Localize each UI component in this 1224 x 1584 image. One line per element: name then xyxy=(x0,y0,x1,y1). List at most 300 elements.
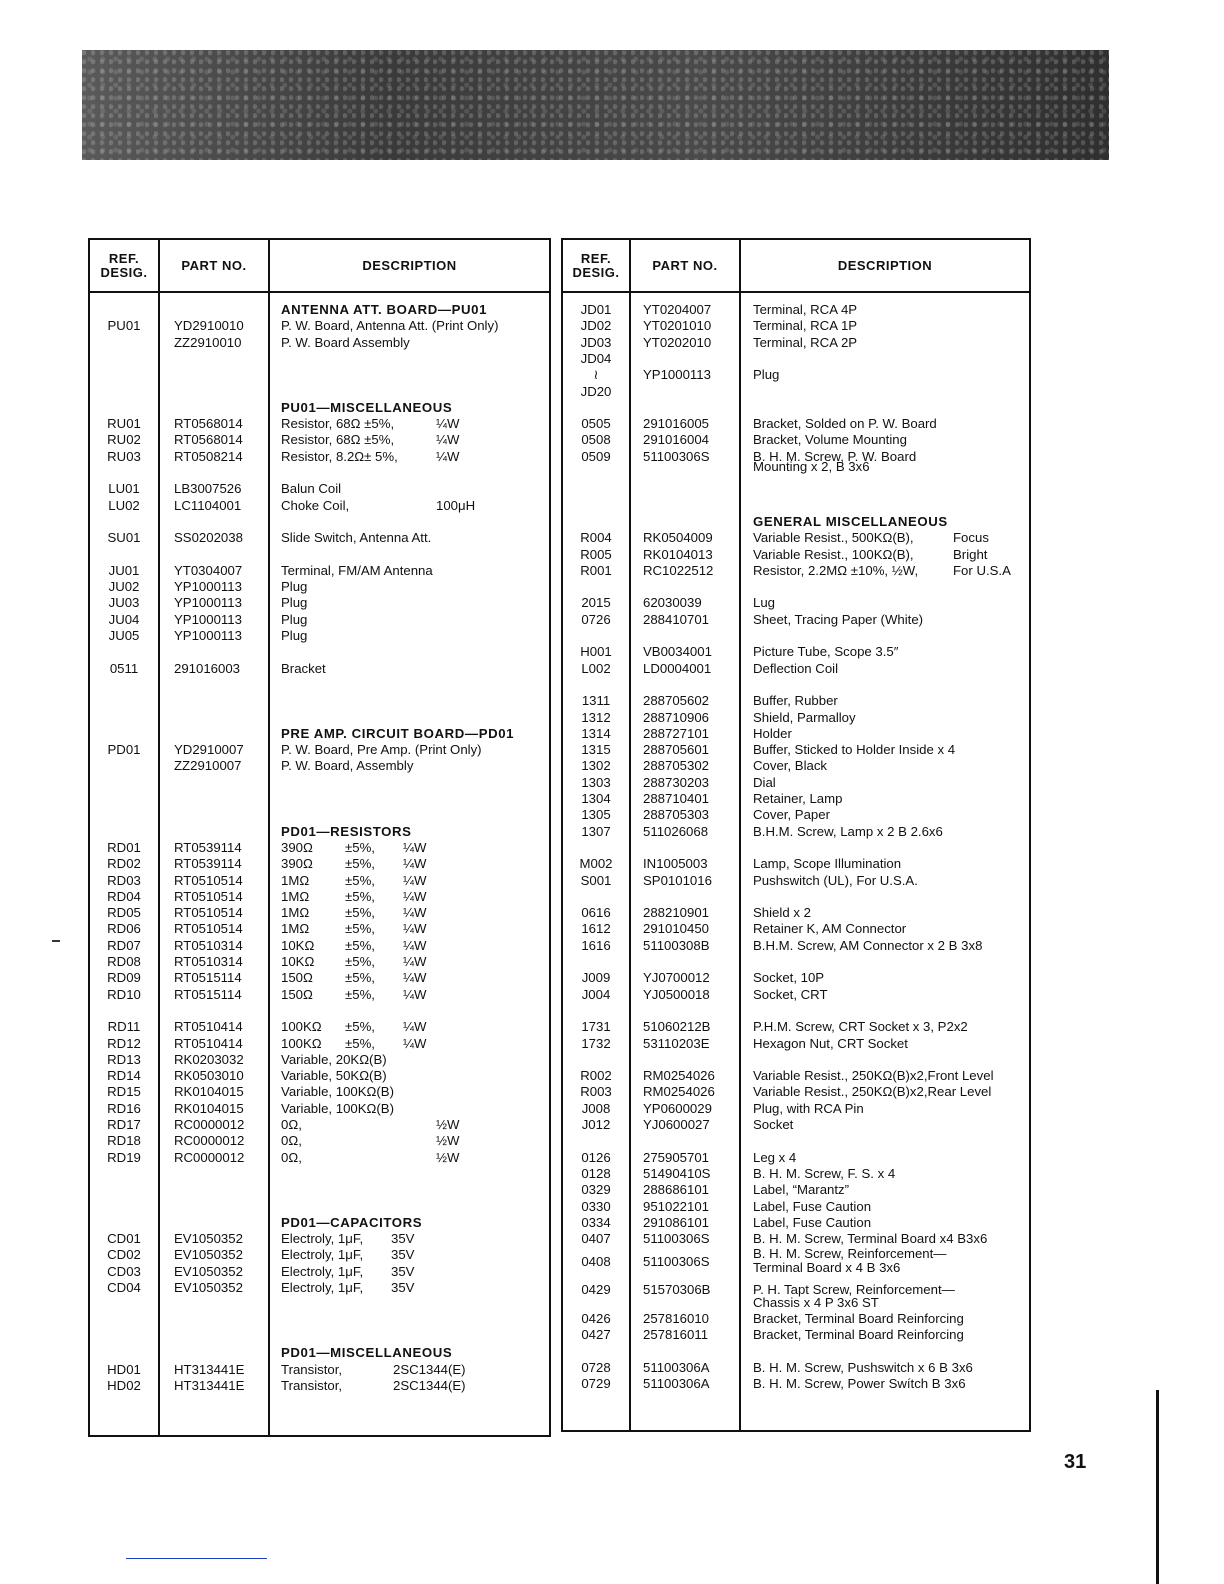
ref-desig: 1616 xyxy=(581,937,611,953)
rating: ¼W xyxy=(403,856,427,872)
ref-desig: 0616 xyxy=(581,905,611,921)
description: Slide Switch, Antenna Att. xyxy=(281,530,432,546)
section-title: GENERAL MISCELLANEOUS xyxy=(753,513,948,529)
ref-desig: J008 xyxy=(581,1100,611,1116)
description: Sheet, Tracing Paper (White) xyxy=(753,611,924,627)
ref-desig: RD13 xyxy=(107,1051,141,1067)
section-title: PRE AMP. CIRCUIT BOARD—PD01 xyxy=(281,725,515,741)
part-number: 288730203 xyxy=(643,774,710,790)
ref-desig: RD08 xyxy=(107,954,141,969)
table-row xyxy=(563,873,1029,889)
footer-line xyxy=(126,1558,267,1559)
parts-table-left xyxy=(88,238,551,1437)
ref-desig: PD01 xyxy=(107,742,141,758)
rating: ¼W xyxy=(403,970,427,986)
part-number: RT0510514 xyxy=(174,872,243,888)
table-row xyxy=(90,498,549,514)
tolerance: ±5%, xyxy=(345,839,375,855)
ref-desig: 1731 xyxy=(581,1019,611,1035)
description: Shield, Parmalloy xyxy=(753,709,856,725)
description: Transistor, xyxy=(281,1377,343,1393)
ref-desig: R003 xyxy=(580,1084,612,1100)
part-number: 511026068 xyxy=(643,823,709,839)
part-number: EV1050352 xyxy=(174,1247,243,1263)
ref-desig: CD02 xyxy=(107,1247,141,1263)
description: 1MΩ xyxy=(281,921,310,937)
part-number: RK0104015 xyxy=(174,1100,244,1116)
table-row xyxy=(563,644,1029,660)
ref-desig: RD07 xyxy=(107,937,141,953)
part-no-header: PART NO. xyxy=(181,257,247,273)
description: Bracket xyxy=(281,660,326,676)
ref-desig: 1302 xyxy=(581,758,611,774)
description: Balun Coil xyxy=(281,481,342,497)
part-number: 62030039 xyxy=(643,595,702,611)
section-heading-row xyxy=(90,1345,549,1361)
header-banner-image xyxy=(82,50,1109,160)
part-number: 257816011 xyxy=(643,1327,709,1343)
table-row xyxy=(563,1036,1029,1052)
table-row xyxy=(90,432,549,448)
table-row xyxy=(90,758,549,774)
part-number: YJ0700012 xyxy=(643,970,710,986)
ref-desig: 1304 xyxy=(581,791,611,806)
tolerance: ±5%, xyxy=(345,905,375,921)
ref-desig: CD04 xyxy=(107,1280,141,1295)
description: B. H. M. Screw, Terminal Board x4 B3x6 xyxy=(753,1231,988,1247)
table-row xyxy=(563,970,1029,986)
part-number: 951022101 xyxy=(643,1198,710,1214)
description: B. H. M. Screw, Power Swítch B 3x6 xyxy=(753,1376,966,1392)
description: Label, Fuse Caution xyxy=(753,1198,872,1214)
transistor-type: 2SC1344(E) xyxy=(393,1361,466,1377)
section-heading-row xyxy=(90,302,549,318)
rating: ¼W xyxy=(403,839,427,855)
ref-desig: R005 xyxy=(580,546,612,562)
ref-desig: JD04 xyxy=(580,350,612,366)
margin-mark xyxy=(52,940,60,942)
part-number: 51060212B xyxy=(643,1019,711,1035)
ref-desig: SU01 xyxy=(107,530,141,546)
ref-desig: 0511 xyxy=(109,660,139,676)
description: B.H.M. Screw, Lamp x 2 B 2.6x6 xyxy=(753,823,943,839)
table-row xyxy=(90,1280,549,1296)
description: Electroly, 1μF, xyxy=(281,1263,364,1279)
table-row xyxy=(563,1019,1029,1035)
description: Mounting x 2, B 3x6 xyxy=(753,459,870,475)
part-number: 288705302 xyxy=(643,758,710,774)
table-row xyxy=(563,351,1029,367)
table-header xyxy=(563,240,1029,293)
table-row xyxy=(90,987,549,1003)
section-title: PD01—MISCELLANEOUS xyxy=(281,1345,453,1361)
table-row xyxy=(563,1360,1029,1376)
description-header: DESCRIPTION xyxy=(837,257,933,273)
table-row xyxy=(90,1247,549,1263)
voltage: 35V xyxy=(391,1263,415,1279)
ref-desig: 0729 xyxy=(581,1376,611,1392)
part-number: RT0508214 xyxy=(174,448,243,464)
table-row xyxy=(563,367,1029,383)
part-number: YD2910010 xyxy=(174,318,244,334)
description: Resistor, 68Ω ±5%, xyxy=(281,416,395,432)
transistor-type: 2SC1344(E) xyxy=(393,1377,466,1393)
part-number: RT0510514 xyxy=(174,888,243,904)
description: Resistor, 8.2Ω± 5%, xyxy=(281,448,398,464)
part-number: RK0104015 xyxy=(174,1084,244,1100)
part-number: YP1000113 xyxy=(643,367,711,383)
ref-desig: RD03 xyxy=(107,872,141,888)
table-row xyxy=(90,873,549,889)
page-number: 31 xyxy=(1064,1451,1087,1473)
description: Bracket, Volume Mounting xyxy=(753,432,907,448)
table-row xyxy=(90,1362,549,1378)
description: Retainer, Lamp xyxy=(753,791,843,806)
table-row xyxy=(90,970,549,986)
part-number: 257816010 xyxy=(643,1310,710,1326)
ref-desig: R001 xyxy=(580,562,612,578)
ref-desig: ≀ xyxy=(593,367,599,383)
ref-desig: RD17 xyxy=(107,1117,141,1132)
ref-desig: 0505 xyxy=(581,416,611,432)
ref-desig: RD18 xyxy=(107,1133,141,1149)
part-number: YT0202010 xyxy=(643,334,712,350)
table-row xyxy=(90,1231,549,1247)
description: 150Ω xyxy=(281,970,313,986)
part-number: YP1000113 xyxy=(174,611,242,627)
part-no-header: PART NO. xyxy=(652,257,718,273)
rating: ¼W xyxy=(403,905,427,921)
table-row xyxy=(563,1166,1029,1182)
ref-desig: 1312 xyxy=(581,709,611,725)
ref-desig-header: REF. DESIG. xyxy=(572,250,620,280)
part-number: RT0539114 xyxy=(174,856,242,872)
table-row xyxy=(90,1117,549,1133)
description: 1MΩ xyxy=(281,872,310,888)
table-row xyxy=(563,530,1029,546)
table-row xyxy=(90,938,549,954)
table-row xyxy=(563,612,1029,628)
description: Socket, 10P xyxy=(753,970,825,986)
table-row xyxy=(563,1311,1029,1327)
tolerance: ±5%, xyxy=(345,872,375,888)
ref-desig: 1311 xyxy=(581,693,611,709)
description: Variable, 20KΩ(B) xyxy=(281,1051,387,1067)
part-number: RT0510314 xyxy=(174,954,243,969)
tolerance: ±5%, xyxy=(345,1035,375,1051)
ref-desig: 0509 xyxy=(581,448,611,464)
part-number: RC1022512 xyxy=(643,562,714,578)
description: B. H. M. Screw, F. S. x 4 xyxy=(753,1165,896,1181)
description: 150Ω xyxy=(281,986,313,1002)
table-row xyxy=(563,1117,1029,1133)
rating: 100μH xyxy=(436,497,476,513)
tolerance: ±5%, xyxy=(345,1019,375,1035)
rating: ½W xyxy=(436,1117,460,1132)
part-number: 275905701 xyxy=(643,1149,710,1165)
part-number: RK0504009 xyxy=(643,530,713,546)
description: P. W. Board, Assembly xyxy=(281,758,414,774)
part-number: YP1000113 xyxy=(174,628,242,643)
description: P.H.M. Screw, CRT Socket x 3, P2x2 xyxy=(753,1019,968,1035)
part-number: 288410701 xyxy=(643,611,710,627)
description: 10KΩ xyxy=(281,954,315,969)
table-row xyxy=(90,449,549,465)
description: Plug xyxy=(281,579,308,595)
description: P. H. Tapt Screw, Reinforcement— xyxy=(753,1281,955,1297)
part-number: 288727101 xyxy=(643,725,710,741)
table-row xyxy=(563,921,1029,937)
rating: ¼W xyxy=(403,1019,427,1035)
ref-desig: RD01 xyxy=(107,839,141,855)
part-number: IN1005003 xyxy=(643,856,708,872)
table-row xyxy=(90,1068,549,1084)
ref-desig: JU01 xyxy=(108,562,140,578)
description: Resistor, 68Ω ±5%, xyxy=(281,432,395,448)
description: Buffer, Rubber xyxy=(753,693,838,709)
description: Resistor, 2.2MΩ ±10%, ½W, xyxy=(753,562,919,578)
section-title: PD01—CAPACITORS xyxy=(281,1214,423,1230)
table-row xyxy=(563,1084,1029,1100)
table-row xyxy=(563,459,1029,475)
ref-desig: HD01 xyxy=(107,1361,141,1377)
table-row xyxy=(90,628,549,644)
description: Label, “Marantz” xyxy=(753,1182,850,1198)
description: Variable Resist., 250KΩ(B)x2,Rear Level xyxy=(753,1084,992,1100)
table-row xyxy=(563,563,1029,579)
table-row xyxy=(563,318,1029,334)
ref-desig: RU03 xyxy=(107,448,141,464)
table-row xyxy=(563,1376,1029,1392)
note: For U.S.A xyxy=(953,562,1011,578)
ref-desig: J009 xyxy=(581,970,611,986)
ref-desig: RD12 xyxy=(107,1035,141,1051)
table-row xyxy=(563,1199,1029,1215)
table-row xyxy=(563,1182,1029,1198)
rating: ¼W xyxy=(436,416,460,432)
section-title: PU01—MISCELLANEOUS xyxy=(281,399,453,415)
part-number: 291016003 xyxy=(174,660,241,676)
description: B.H.M. Screw, AM Connector x 2 B 3x8 xyxy=(753,937,983,953)
part-number: 288705602 xyxy=(643,693,710,709)
part-number: 288710401 xyxy=(643,791,710,806)
ref-desig: RD15 xyxy=(107,1084,141,1100)
table-row xyxy=(563,710,1029,726)
description: Chassis x 4 P 3x6 ST xyxy=(753,1294,879,1310)
voltage: 35V xyxy=(391,1280,415,1295)
part-number: 288710906 xyxy=(643,709,710,725)
description: Variable, 50KΩ(B) xyxy=(281,1068,387,1084)
part-number: 291010450 xyxy=(643,921,710,937)
ref-desig: JU03 xyxy=(108,595,140,611)
description: Cover, Black xyxy=(753,758,828,774)
part-number: LC1104001 xyxy=(174,497,242,513)
table-row xyxy=(90,1084,549,1100)
rating: ¼W xyxy=(403,921,427,937)
table-row xyxy=(563,1295,1029,1311)
part-number: 288686101 xyxy=(643,1182,710,1198)
ref-desig: JU04 xyxy=(108,611,140,627)
description: Plug xyxy=(281,628,308,643)
description: Variable, 100KΩ(B) xyxy=(281,1084,394,1100)
tolerance: ±5%, xyxy=(345,954,375,969)
tolerance: ±5%, xyxy=(345,937,375,953)
ref-desig: JD01 xyxy=(580,302,612,317)
ref-desig: RD05 xyxy=(107,905,141,921)
table-row xyxy=(563,758,1029,774)
ref-desig: 1303 xyxy=(581,774,611,790)
ref-desig: 0334 xyxy=(581,1214,611,1230)
part-number: RT0539114 xyxy=(174,839,242,855)
table-row xyxy=(563,1150,1029,1166)
ref-desig: 0408 xyxy=(581,1253,611,1269)
part-number: 51100306A xyxy=(643,1359,710,1375)
part-number: 53110203E xyxy=(643,1035,710,1051)
description: Holder xyxy=(753,725,792,741)
table-row xyxy=(90,1101,549,1117)
parts-table-right xyxy=(561,238,1031,1432)
rating: ½W xyxy=(436,1149,460,1165)
description: Electroly, 1μF, xyxy=(281,1280,364,1295)
table-row xyxy=(90,579,549,595)
table-row xyxy=(90,840,549,856)
part-number: 51570306B xyxy=(643,1281,711,1297)
table-row xyxy=(563,1068,1029,1084)
description-header: DESCRIPTION xyxy=(362,257,457,273)
section-heading-row xyxy=(90,726,549,742)
table-row xyxy=(563,905,1029,921)
description: Terminal, FM/AM Antenna xyxy=(281,562,433,578)
part-number: ZZ2910007 xyxy=(174,758,242,774)
ref-desig: RD16 xyxy=(107,1100,141,1116)
table-row xyxy=(90,742,549,758)
ref-desig: RD02 xyxy=(107,856,141,872)
part-number: RM0254026 xyxy=(643,1068,715,1084)
ref-desig: CD01 xyxy=(107,1231,141,1247)
description: Retainer K, AM Connector xyxy=(753,921,907,937)
part-number: YD2910007 xyxy=(174,742,244,758)
ref-desig: JU05 xyxy=(108,628,140,643)
part-number: RT0510314 xyxy=(174,937,243,953)
description: Choke Coil, xyxy=(281,497,350,513)
table-row xyxy=(563,856,1029,872)
description: Terminal, RCA 2P xyxy=(753,334,858,350)
description: Electroly, 1μF, xyxy=(281,1231,364,1247)
table-row xyxy=(563,742,1029,758)
table-row xyxy=(90,1150,549,1166)
description: Plug xyxy=(281,611,308,627)
description: Shield x 2 xyxy=(753,905,811,921)
ref-desig: 0728 xyxy=(581,1359,611,1375)
ref-desig: 0128 xyxy=(581,1165,611,1181)
description: 100KΩ xyxy=(281,1035,322,1051)
tolerance: ±5%, xyxy=(345,970,375,986)
description: 0Ω, xyxy=(281,1149,302,1165)
table-row xyxy=(90,416,549,432)
rating: ¼W xyxy=(436,448,460,464)
description: Variable Resist., 500KΩ(B), xyxy=(753,530,914,546)
description: Hexagon Nut, CRT Socket xyxy=(753,1035,908,1051)
table-row xyxy=(90,612,549,628)
ref-desig: 0126 xyxy=(581,1149,611,1165)
description: Deflection Coil xyxy=(753,660,839,676)
ref-desig: 0426 xyxy=(581,1310,611,1326)
table-row xyxy=(90,1036,549,1052)
table-row xyxy=(563,791,1029,807)
part-number: 51100308B xyxy=(643,937,710,953)
part-number: RK0503010 xyxy=(174,1068,244,1084)
part-number: 291086101 xyxy=(643,1214,710,1230)
table-row xyxy=(90,921,549,937)
description: Pushswitch (UL), For U.S.A. xyxy=(753,872,918,888)
ref-desig: 0429 xyxy=(581,1281,611,1297)
description: B. H. M. Screw, P. W. Board xyxy=(753,448,917,464)
table-row xyxy=(90,1378,549,1394)
table-row xyxy=(563,335,1029,351)
part-number: RK0104013 xyxy=(643,546,713,562)
table-row xyxy=(563,693,1029,709)
rating: ¼W xyxy=(403,888,427,904)
table-row xyxy=(90,595,549,611)
part-number: EV1050352 xyxy=(174,1231,243,1247)
ref-desig: H001 xyxy=(580,644,612,660)
description: Bracket, Terminal Board Reinforcing xyxy=(753,1310,964,1326)
rating: ¼W xyxy=(403,954,427,969)
rating: ¼W xyxy=(403,986,427,1002)
ref-desig: 2015 xyxy=(581,595,611,611)
description: P. W. Board Assembly xyxy=(281,334,410,350)
section-heading-row xyxy=(90,824,549,840)
rating: ¼W xyxy=(403,1035,427,1051)
note: Focus xyxy=(953,530,989,546)
description: Leg x 4 xyxy=(753,1149,797,1165)
part-number: YP1000113 xyxy=(174,579,242,595)
ref-desig: RD19 xyxy=(107,1149,141,1165)
ref-desig: 1315 xyxy=(581,742,611,758)
table-row xyxy=(563,824,1029,840)
description: Transistor, xyxy=(281,1361,343,1377)
table-row xyxy=(563,302,1029,318)
description: 390Ω xyxy=(281,839,313,855)
part-number: LB3007526 xyxy=(174,481,242,497)
part-number: RT0510514 xyxy=(174,921,243,937)
table-row xyxy=(90,1264,549,1280)
ref-desig: 0329 xyxy=(581,1182,611,1198)
ref-desig: CD03 xyxy=(107,1263,141,1279)
description: 0Ω, xyxy=(281,1133,302,1149)
voltage: 35V xyxy=(391,1231,415,1247)
description: Variable, 100KΩ(B) xyxy=(281,1100,394,1116)
ref-desig: HD02 xyxy=(107,1377,141,1393)
ref-desig: R004 xyxy=(580,530,612,546)
table-row xyxy=(563,661,1029,677)
description: Bracket, Solded on P. W. Board xyxy=(753,416,937,432)
description: 1MΩ xyxy=(281,905,310,921)
part-number: 288210901 xyxy=(643,905,710,921)
part-number: ZZ2910010 xyxy=(174,334,242,350)
part-number: YP1000113 xyxy=(174,595,242,611)
part-number: YT0201010 xyxy=(643,318,712,334)
description: 390Ω xyxy=(281,856,313,872)
ref-desig: LU02 xyxy=(108,497,140,513)
table-row xyxy=(90,481,549,497)
part-number: RC0000012 xyxy=(174,1149,245,1165)
ref-desig: 0427 xyxy=(581,1327,611,1343)
description: Cover, Paper xyxy=(753,807,830,823)
ref-desig: R002 xyxy=(580,1068,612,1084)
table-row xyxy=(90,889,549,905)
part-number: RK0203032 xyxy=(174,1051,244,1067)
